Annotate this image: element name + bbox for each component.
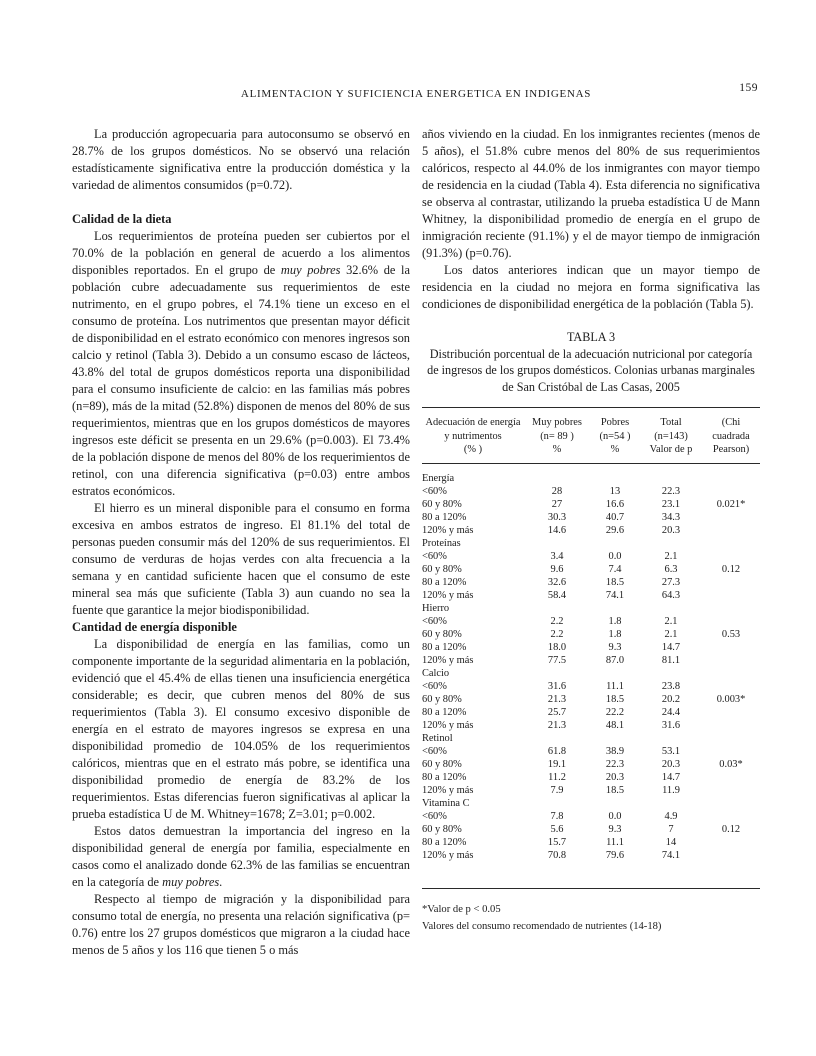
table-cell: 80 a 120% (422, 836, 467, 848)
table-cell: 4.9 (664, 810, 678, 822)
table-cell: 2.1 (664, 615, 678, 627)
table-body (422, 463, 760, 888)
table-cell: 31.6 (547, 680, 567, 692)
table-row (422, 628, 760, 641)
table-cell: 24.4 (661, 706, 681, 718)
table-row (422, 771, 760, 784)
header-line: Pobres (600, 417, 630, 428)
table-cell (702, 706, 760, 719)
table-cell (702, 524, 760, 537)
table-cell: 27 (551, 498, 563, 510)
table-cell: 70.8 (547, 849, 567, 861)
table-cell: <60% (422, 745, 447, 757)
table-row (422, 706, 760, 719)
text-run: La disponibilidad de energía en las familias, como un componente importante de la seguridad alimentaria en la población, evidenció que el 45.4% de ellas tienen una insuficiencia energética considerable; es decir, que cubren menos del 80% de sus requerimientos (Tabla 3). El consumo excesivo disponible de energía en el estrato de mayores ingresos se expresa en una disponibilidad promedio de 104.05% de los requerimientos calóricos, mientras que en el estrato más pobre, se identifica una disponibilidad promedio de energía de 83.2% de los requerimientos. Estas diferencias fueron significativas al aplicar la prueba estadística U de M. Whitney=1678; Z=3.01; p=0.002. (72, 637, 410, 821)
table-cell: 16.6 (605, 498, 625, 510)
paragraph (72, 891, 410, 959)
table-cell (702, 680, 760, 693)
table-caption (424, 329, 758, 395)
table-row (422, 654, 760, 667)
text-run: La producción agropecuaria para autoconsumo se observó en 28.7% de los grupos domésticos. No se observó una relación estadísticamente significativa entre la producción doméstica y la variedad de alimentos consumidos (p=0.72). (72, 127, 410, 192)
table-cell: 11.1 (606, 680, 624, 692)
table-cell: 120% y más (422, 524, 474, 536)
table-cell (702, 550, 760, 563)
table-row (422, 524, 760, 537)
table-cell: 14.7 (661, 771, 681, 783)
table-cell: 28 (551, 485, 563, 497)
table-cell: 20.3 (661, 758, 681, 770)
header-line: (n=143) (654, 430, 688, 442)
table-3 (422, 407, 760, 889)
table-header-row (422, 408, 760, 464)
table-cell: 21.3 (547, 693, 567, 705)
table-cell: 18.5 (605, 784, 625, 796)
table-cell: 22.3 (605, 758, 625, 770)
table-cell: 74.1 (605, 589, 625, 601)
table-cell: 120% y más (422, 719, 474, 731)
table-cell: 0.0 (608, 550, 622, 562)
table-row (422, 810, 760, 823)
header-line: % (610, 444, 620, 455)
table-cell: 14 (665, 836, 677, 848)
table-cell: 77.5 (547, 654, 567, 666)
text-run: Respecto al tiempo de migración y la disponibilidad para consumo total de energía, no presenta una relación significativa (p= 0.76) entre los 27 grupos domésticos que migraron a la ciudad hace menos de 5 años y los 116 que tienen 5 o más (72, 892, 410, 957)
table-cell (702, 576, 760, 589)
table-cell: 60 y 80% (422, 563, 462, 575)
table-cell: 7.9 (550, 784, 564, 796)
paragraph (72, 126, 410, 194)
two-column-layout (72, 126, 760, 959)
table-cell: 31.6 (661, 719, 681, 731)
table-cell: 25.7 (547, 706, 567, 718)
table-cell: 2.1 (664, 628, 678, 640)
table-cell (702, 654, 760, 667)
italic-text-run: muy pobres (162, 875, 220, 889)
header-line: (Chi cuadrada (712, 417, 750, 442)
table-column-header (702, 408, 760, 464)
table-cell: 120% y más (422, 784, 474, 796)
table-row (422, 745, 760, 758)
header-line: Adecuación de energía (425, 417, 521, 428)
table-cell: 80 a 120% (422, 706, 467, 718)
table-cell: 32.6 (547, 576, 567, 588)
table-3-block (422, 329, 760, 936)
table-section-row (422, 602, 760, 615)
paragraph (422, 126, 760, 262)
header-line: (n= 89 ) (540, 430, 574, 442)
table-cell: 23.8 (661, 680, 681, 692)
table-section-row (422, 797, 760, 810)
table-header (422, 408, 760, 464)
table-cell: 60 y 80% (422, 823, 462, 835)
table-cell: 120% y más (422, 589, 474, 601)
table-cell: 20.3 (661, 524, 681, 536)
table-cell: 18.0 (547, 641, 567, 653)
table-cell: 0.003* (716, 693, 746, 705)
footnote: Valores del consumo recomendado de nutrientes (14-18) (422, 921, 662, 932)
table-cell: 9.3 (608, 823, 622, 835)
table-cell: 80 a 120% (422, 641, 467, 653)
header-line: Valor de p (649, 444, 693, 455)
table-cell: 64.3 (661, 589, 681, 601)
table-cell: 11.2 (548, 771, 566, 783)
table-label: TABLA 3 (566, 330, 616, 344)
table-cell: <60% (422, 810, 447, 822)
table-cell: 22.3 (661, 485, 681, 497)
table-cell (702, 719, 760, 732)
text-run: . (219, 875, 223, 889)
table-cell: 2.2 (550, 615, 564, 627)
table-cell: <60% (422, 485, 447, 497)
table-row (422, 693, 760, 706)
table-cell (702, 745, 760, 758)
table-cell: 80 a 120% (422, 511, 467, 523)
text-run: Los datos anteriores indican que un mayor tiempo de residencia en la ciudad no mejora en forma significativa las condiciones de disponibilidad energética de la población (Tabla 5). (422, 263, 760, 311)
table-cell: 9.3 (608, 641, 622, 653)
table-cell: 11.1 (606, 836, 624, 848)
table-cell: 7 (668, 823, 674, 835)
table-section-label: Energía (422, 472, 455, 484)
table-cell: <60% (422, 550, 447, 562)
table-cell: 9.6 (550, 563, 564, 575)
table-row (422, 680, 760, 693)
table-cell: 20.2 (661, 693, 681, 705)
table-cell: 60 y 80% (422, 628, 462, 640)
header-line: (% ) (463, 444, 483, 455)
table-column-header (422, 408, 524, 464)
text-run: años viviendo en la ciudad. En los inmigrantes recientes (menos de 5 años), el 51.8% cubre menos del 80% de sus requerimientos calóricos, respecto al 44.0% de los inmigrantes con mayor tiempo de residencia en la ciudad (Tabla 4). Esta diferencia no significativa se observa al contrastar, utilizando la prueba estadística U de Mann Whitney, la disponibilidad promedio de energía en el grupo de inmigración reciente (91.1%) y el de mayor tiempo de inmigración (91.3%) (p=0.76). (422, 127, 760, 260)
table-cell: 21.3 (547, 719, 567, 731)
table-row (422, 563, 760, 576)
table-row (422, 784, 760, 797)
table-footnotes (422, 901, 760, 936)
right-column (422, 126, 760, 959)
table-cell: 18.5 (605, 576, 625, 588)
text-run: Calidad de la dieta (72, 212, 172, 226)
table-cell: 120% y más (422, 654, 474, 666)
italic-text-run: muy pobres (280, 263, 341, 277)
paragraph (72, 636, 410, 823)
table-cell: 19.1 (547, 758, 567, 770)
table-cell: 58.4 (547, 589, 567, 601)
table-column-header (590, 408, 640, 464)
table-cell: 1.8 (608, 628, 622, 640)
paragraph (72, 228, 410, 500)
text-run: 32.6% de la población cubre adecuadamente sus requerimientos de este nutrimento, en el grupo pobres, el 74.1% tiene un exceso en el consumo de proteína. Los nutrimentos que presentan mayor déficit de disponibilidad en el estrato económico con menores ingresos son calcio y retinol (Tabla 3). Debido a un consumo escaso de lácteos, 43.8% del total de grupos domésticos reporta una disponibilidad para el consumo insuficiente de calcio: en las familias más pobres (n=89), más de la mitad (52.8%) disponen de menos del 80% de sus requerimientos, mientras que en los grupos domésticos de mayores ingresos este déficit se presenta en un 29.6% (p=0.003). El 73.4% de la población dispone de menos del 80% de los requerimientos de retinol, con una diferencia significativa (p=0.03) entre ambos estratos económicos. (72, 263, 410, 498)
header-line: Pearson) (712, 444, 750, 455)
table-section-label: Calcio (422, 667, 450, 679)
section-heading (72, 211, 410, 228)
table-cell: 6.3 (664, 563, 678, 575)
table-cell (702, 641, 760, 654)
paragraph (72, 823, 410, 891)
paragraph (72, 500, 410, 619)
table-cell: 60 y 80% (422, 758, 462, 770)
running-head (72, 82, 760, 104)
table-cell: 7.8 (550, 810, 564, 822)
table-row (422, 498, 760, 511)
table-cell: 18.5 (605, 693, 625, 705)
table-row (422, 485, 760, 498)
table-section-row (422, 732, 760, 745)
running-head-title: ALIMENTACION Y SUFICIENCIA ENERGETICA EN INDIGENAS (240, 88, 592, 100)
table-row (422, 589, 760, 602)
table-cell: 0.53 (721, 628, 741, 640)
table-section-label: Hierro (422, 602, 450, 614)
paragraph (422, 262, 760, 313)
table-cell: 80 a 120% (422, 771, 467, 783)
right-column-text (422, 126, 760, 313)
text-run: El hierro es un mineral disponible para el consumo en forma excesiva en ambos estratos de ingreso. El 81.1% del total de personas pueden consumir más del 120% de sus requerimientos. El consumo de verduras de hojas verdes con alta frecuencia a la semana y en cantidad suficiente hacen que el consumo de este mineral sea más que suficiente (Tabla 3) aun cuando no sea la fuente que garantice la mejor biodisponibilidad. (72, 501, 410, 617)
section-heading (72, 619, 410, 636)
table-row (422, 511, 760, 524)
header-line: Total (660, 417, 682, 428)
footnote: *Valor de p < 0.05 (422, 903, 501, 915)
table-cell: 60 y 80% (422, 693, 462, 705)
table-cell: 53.1 (661, 745, 681, 757)
table-section-row (422, 537, 760, 550)
table-row (422, 758, 760, 771)
table-cell (702, 589, 760, 602)
table-cell: 0.12 (721, 823, 741, 835)
table-cell: <60% (422, 680, 447, 692)
table-cell (702, 836, 760, 849)
table-cell: 15.7 (547, 836, 567, 848)
header-line: % (552, 444, 562, 455)
table-section-label: Retinol (422, 732, 453, 744)
table-cell: 2.2 (550, 628, 564, 640)
table-section-row (422, 463, 760, 485)
table-cell (702, 485, 760, 498)
table-cell: 0.0 (608, 810, 622, 822)
table-row (422, 849, 760, 889)
table-row (422, 719, 760, 732)
table-cell (702, 615, 760, 628)
table-cell: 13 (609, 485, 621, 497)
table-cell: 3.4 (550, 550, 564, 562)
table-cell: 23.1 (661, 498, 681, 510)
header-line: Muy pobres (532, 417, 582, 428)
table-cell: 1.8 (608, 615, 622, 627)
header-line: y nutrimentos (444, 430, 502, 442)
table-cell: 29.6 (605, 524, 625, 536)
table-row (422, 836, 760, 849)
text-run: Cantidad de energía disponible (72, 620, 237, 634)
table-section-label: Proteínas (422, 537, 461, 549)
table-row (422, 641, 760, 654)
table-cell: 60 y 80% (422, 498, 462, 510)
table-cell: 14.7 (661, 641, 681, 653)
table-cell: 27.3 (661, 576, 681, 588)
table-row (422, 615, 760, 628)
table-cell: 48.1 (605, 719, 625, 731)
table-cell: 0.03* (719, 758, 743, 770)
table-cell: 61.8 (547, 745, 567, 757)
table-cell: 14.6 (547, 524, 567, 536)
table-cell (702, 810, 760, 823)
table-column-header (640, 408, 702, 464)
table-cell: 7.4 (608, 563, 622, 575)
table-cell: 30.3 (547, 511, 567, 523)
table-row (422, 576, 760, 589)
table-cell: 120% y más (422, 849, 474, 861)
table-section-label: Vitamina C (422, 797, 470, 809)
table-cell: 2.1 (664, 550, 678, 562)
page-number: 159 (739, 82, 758, 94)
left-column (72, 126, 410, 959)
table-cell: 74.1 (661, 849, 681, 861)
header-line: (n=54 ) (599, 430, 631, 442)
table-cell: 22.2 (605, 706, 625, 718)
table-cell (702, 511, 760, 524)
table-cell: 38.9 (605, 745, 625, 757)
table-cell: 80 a 120% (422, 576, 467, 588)
table-row (422, 823, 760, 836)
table-cell (702, 784, 760, 797)
text-run: Los requerimientos de proteína pueden ser cubiertos por el 70.0% de la población en general de acuerdo a los alimentos disponibles reportados. En el grupo de (72, 229, 410, 277)
table-cell (702, 771, 760, 784)
text-run: Estos datos demuestran la importancia del ingreso en la disponibilidad general de energía por familia, especialmente en casos como el analizado donde 62.3% de las familias se encuentran en la categoría de (72, 824, 410, 889)
table-cell: 11.9 (662, 784, 680, 796)
table-cell: <60% (422, 615, 447, 627)
table-cell: 81.1 (661, 654, 681, 666)
table-caption-text: Distribución porcentual de la adecuación nutricional por categoría de ingresos de los grupos domésticos. Colonias urbanas marginales de San Cristóbal de Las Casas, 2005 (427, 346, 755, 394)
table-row (422, 550, 760, 563)
table-cell: 87.0 (605, 654, 625, 666)
table-section-row (422, 667, 760, 680)
table-cell: 20.3 (605, 771, 625, 783)
table-cell: 40.7 (605, 511, 625, 523)
table-cell: 0.12 (721, 563, 741, 575)
table-cell (702, 849, 760, 889)
table-column-header (524, 408, 590, 464)
table-cell: 0.021* (716, 498, 746, 510)
table-cell: 5.6 (550, 823, 564, 835)
table-cell: 34.3 (661, 511, 681, 523)
table-cell: 79.6 (605, 849, 625, 861)
